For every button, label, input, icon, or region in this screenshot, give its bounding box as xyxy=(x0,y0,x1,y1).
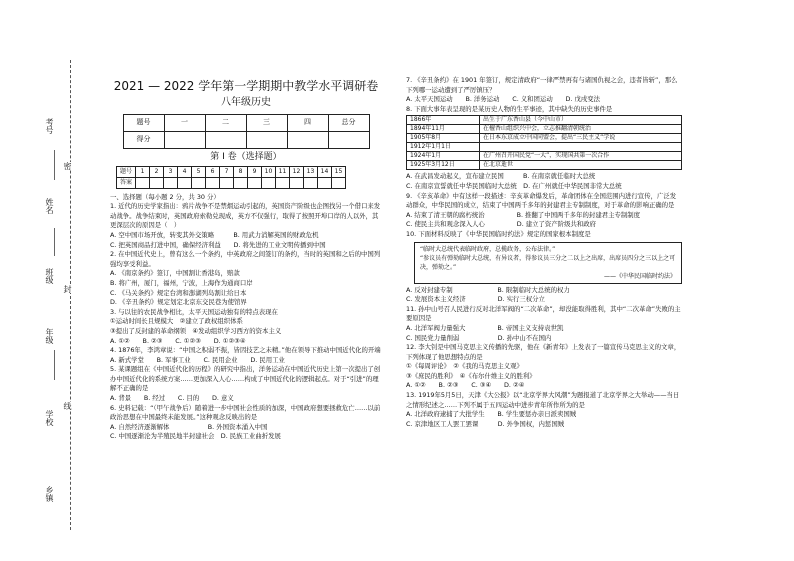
question-line: C. 《马关条约》规定台湾和澎湖列岛割让给日本 xyxy=(110,288,247,297)
score-table xyxy=(123,114,370,149)
event-desc: 在北京逝世 xyxy=(480,161,682,170)
question-list xyxy=(406,172,682,239)
fill-line[interactable] xyxy=(54,228,55,256)
quote-line: “临时大总统代表临时政府，总揽政务，公布法律。” xyxy=(420,245,556,253)
binding-label-class: 班级 xyxy=(45,268,54,284)
question-line: C. 在南京宣誓就任中华民国临时大总统 D. 在广州就任中华民国非常大总统 xyxy=(406,181,622,190)
score-row-label: 得分 xyxy=(123,132,164,149)
event-row xyxy=(407,143,682,152)
answer-number: 4 xyxy=(178,166,192,177)
event-desc: 出生于广东香山县（今中山市） xyxy=(480,116,682,125)
question-line: A. 《南京条约》签订，中国割让香港岛，赔款 xyxy=(110,269,240,278)
quote-line: “参议员有弹劾临时大总统，有异议者，得参议员三分之二以上之出席，出席员四分之三以上之可决，弹劾之。” xyxy=(420,254,676,271)
binding-label-school: 学校 xyxy=(45,410,54,426)
answer-cell[interactable] xyxy=(178,177,192,188)
question-line: C. 京津地区工人罢工罢课 D. 外争国权，内惩国贼 xyxy=(406,419,565,428)
binding-label-name: 姓名 xyxy=(45,198,54,214)
event-desc xyxy=(480,143,682,152)
event-row xyxy=(407,152,682,161)
question-line: 5. 某课题组在《中国近代化的历程》的研究中指出，洋务运动在中国近代历史上第一次提出了创办中国近代化的系统方案……更加深入人心……构成了中国近代化的逻辑起点。对于“引进”的理解不正确的是 xyxy=(110,365,381,393)
question-line: A. 结束了清王朝的腐朽统治 B. 推翻了中国两千多年的封建君主专制制度 xyxy=(406,210,641,219)
answer-cell[interactable] xyxy=(234,177,248,188)
binding-label-grade: 年级 xyxy=(45,328,54,344)
answer-cell[interactable] xyxy=(332,177,346,188)
question-line: C. 把英国商品打进中国，确保经济利益 D. 将先进的工业文明传播到中国 xyxy=(110,240,326,249)
question-line: 4. 1876年，李鸿章说：“中国之积弱不振，皆因技艺之未精。”他在领导下推动中国近代化的开端 xyxy=(110,346,381,355)
score-header: 二 xyxy=(205,115,246,132)
score-cell[interactable] xyxy=(246,132,287,149)
answer-number: 12 xyxy=(290,166,304,177)
answer-number: 14 xyxy=(318,166,332,177)
right-column xyxy=(406,76,682,429)
event-desc: 在檀香山组织兴中会，立志推翻清朝统治 xyxy=(480,125,682,134)
answer-table xyxy=(116,166,346,189)
answer-number: 11 xyxy=(276,166,290,177)
question-line: ③《庶民的胜利》 ④《布尔什维主义的胜利》 xyxy=(406,371,536,380)
score-cell[interactable] xyxy=(164,132,205,149)
event-row xyxy=(407,116,682,125)
question-line: ③提出了反封建的革命纲领 ④发动组织学习西方的资本主义 xyxy=(110,326,282,335)
seal-mark: 密 xyxy=(63,162,72,170)
answer-number: 8 xyxy=(234,166,248,177)
question-line: A. 新式学堂 B. 军事工业 C. 民用企业 D. 民用工业 xyxy=(110,355,285,364)
question-line: A. 自然经济逐渐解体 B. 外国资本涌入中国 xyxy=(110,422,268,431)
answer-cell[interactable] xyxy=(276,177,290,188)
question-line: 13. 1919年5月5日，天津《大公报》以“北京学界大风潮”为题报道了北京学界之大举动——当日之情形纪述之……下列不属于五四运动中进步青年所作所为的是 xyxy=(406,391,680,409)
answer-cell[interactable] xyxy=(150,177,164,188)
answer-cell[interactable] xyxy=(248,177,262,188)
answer-cell[interactable] xyxy=(206,177,220,188)
answer-number: 13 xyxy=(304,166,318,177)
question-line: 6. 史料记载：“（甲午战争后）随着进一步中国社会性质的加深，中国政府想要拯救危亡……以前政治思想在中国最终未能发展。”这种观念反映出的是 xyxy=(110,403,381,422)
score-cell[interactable] xyxy=(287,132,328,149)
question-line: C. 发展资本主义经济 D. 实行三权分立 xyxy=(406,295,545,304)
question-line: 1. 近代的历史学家指出：鸦片战争不是禁烟运动引起的，英国资产阶级也企图找另一个借口来发动战争。战争结束时，英国政府索勒兑现成，英方不仅强行，取得了按照开埠口岸的人以外，其更深层次的原因是（ ） xyxy=(110,202,381,230)
answer-number: 2 xyxy=(150,166,164,177)
score-cell[interactable] xyxy=(328,132,369,149)
quote-box xyxy=(414,242,682,284)
question-line: 3. 与以往的农民战争相比，太平天国运动独有的特点表现在 xyxy=(110,307,278,316)
quote-source: ——《中华民国临时约法》 xyxy=(603,272,676,280)
answer-number: 9 xyxy=(248,166,262,177)
question-line: 10. 下面材料反映了《中华民国临时约法》规定的国家根本制度是 xyxy=(406,229,591,238)
event-date: 1912年1月1日 xyxy=(407,143,480,152)
answer-row-label: 题号 xyxy=(117,166,136,177)
question-line: A. 太平天国运动 B. 洋务运动 C. 义和团运动 D. 戊戌变法 xyxy=(406,95,601,104)
answer-number: 10 xyxy=(262,166,276,177)
question-line: 一、选择题（每小题 2 分，共 30 分） xyxy=(110,192,220,201)
answer-cell[interactable] xyxy=(304,177,318,188)
exam-subtitle: 八年级历史 xyxy=(221,97,271,108)
score-header: 三 xyxy=(246,115,287,132)
answer-cell[interactable] xyxy=(318,177,332,188)
event-row xyxy=(407,134,682,143)
question-line: A. 空中国市场开放，转变其外交策略 B. 用武力消解英国的财政危机 xyxy=(110,230,319,239)
answer-number: 6 xyxy=(206,166,220,177)
answer-number: 3 xyxy=(164,166,178,177)
answer-number: 7 xyxy=(220,166,234,177)
question-line: ①运动时间长且规模大 ②建立了政权组织体系 xyxy=(110,317,243,326)
question-line: 8. 下面大事年表呈现的是某历史人物的生平事迹，其中缺失的历史事件是 xyxy=(406,104,613,113)
question-line: C. 国民党力量削弱 D. 孙中山不在国内 xyxy=(406,333,552,342)
event-desc: 在日本东京成立中国同盟会，提出“三民主义”学说 xyxy=(480,134,682,143)
event-date: 1925年3月12日 xyxy=(407,161,480,170)
event-date: 1924年1月 xyxy=(407,152,480,161)
event-desc: 在广州召开国民党“一大”，实现国共第一次合作 xyxy=(480,152,682,161)
binding-label-town: 乡镇 xyxy=(45,486,54,502)
answer-number: 15 xyxy=(332,166,346,177)
question-line: A. 反对封建专制 B. 限制临时大总统的权力 xyxy=(406,285,570,294)
event-row xyxy=(407,161,682,170)
question-list xyxy=(110,193,382,442)
question-line: A. ①② B. ②③ C. ③④ D. ②④ xyxy=(406,381,525,390)
event-row xyxy=(407,125,682,134)
question-line: A. 北洋政府逮捕了大批学生 B. 学生要惩办亲日派卖国贼 xyxy=(406,410,577,419)
seal-mark: 封 xyxy=(63,285,72,293)
answer-number: 1 xyxy=(136,166,150,177)
question-line: ①《每周评论》 ②《我的马克思主义观》 xyxy=(406,362,523,371)
answer-number: 5 xyxy=(192,166,206,177)
seal-mark: 线 xyxy=(63,402,72,410)
question-line: D. 《辛丑条约》规定划定北京东交民巷为使馆界 xyxy=(110,298,247,307)
question-line: A. 北洋军阀力量强大 B. 帝国主义支持袁世凯 xyxy=(406,323,564,332)
answer-cell[interactable] xyxy=(164,177,178,188)
answer-cell[interactable] xyxy=(192,177,206,188)
answer-cell[interactable] xyxy=(262,177,276,188)
answer-cell[interactable] xyxy=(290,177,304,188)
event-date: 1894年11月 xyxy=(407,125,480,134)
question-list xyxy=(406,76,682,114)
exam-title: 2021 — 2022 学年第一学期期中教学水平调研卷 xyxy=(113,79,379,93)
question-line: C. 中国逐渐沦为半殖民地半封建社会 D. 民族工业曲折发展 xyxy=(110,432,281,441)
question-line: 2. 在中国近代史上，曾有这么一个条约，中英政府之间签订的条约，当时的英国和之后的中国列强均享受利益。 xyxy=(110,250,381,268)
question-line: A. ①② B. ②③ C. ①②③ D. ①②③④ xyxy=(110,336,246,345)
question-line: 7. 《辛丑条约》在 1901 年签订，规定清政府“一律严禁再有与诸国仇视之会，违者皆斩”，那么下列哪一运动遭到了严厉镇压？ xyxy=(406,76,678,94)
question-line: B. 将广州，厦门，福州，宁波，上海作为通商口岸 xyxy=(110,278,253,287)
score-header: 一 xyxy=(164,115,205,132)
question-list xyxy=(406,286,682,430)
left-column xyxy=(110,74,382,442)
score-header: 四 xyxy=(287,115,328,132)
section-title: 第 I 卷（选择题） xyxy=(210,152,282,162)
question-line: 11. 孙中山号召人民进行反对北洋军阀的“二次革命”，却没能取得胜利，其中“二次革命”失败的主要原因是 xyxy=(406,304,681,323)
score-cell[interactable] xyxy=(205,132,246,149)
question-line: A. 在武昌发动起义，宣布建立民国 B. 在南京就任临时大总统 xyxy=(406,172,596,181)
question-line: 12. 李大钊是中国马克思主义传播的先驱，他在《新青年》上发表了一篇宣传马克思主义的文章，下列体现了他思想特点的是 xyxy=(406,343,681,361)
fold-line xyxy=(70,60,71,530)
question-line: 9. 《辛亥革命》中有这样一段描述：辛亥革命爆发后，革命团体在全国范围内进行宣传，广泛发动群众，中华民国的成立，结束了中国两千多年的封建君主专制制度，对于革命的影响正确的是 xyxy=(406,191,677,210)
answer-cell[interactable] xyxy=(136,177,150,188)
fill-line[interactable] xyxy=(54,150,55,180)
fill-line[interactable] xyxy=(54,350,55,380)
event-date: 1866年 xyxy=(407,116,480,125)
answer-row-label: 答案 xyxy=(117,177,136,188)
binding-margin xyxy=(0,0,78,561)
event-table xyxy=(406,115,682,170)
question-line: C. 使民主共和观念深入人心 D. 建立了资产阶级共和政府 xyxy=(406,220,597,229)
answer-cell[interactable] xyxy=(220,177,234,188)
score-header: 总分 xyxy=(328,115,369,132)
question-line: A. 背景 B. 经过 C. 目的 D. 意义 xyxy=(110,394,234,403)
binding-label-exam-no: 考号 xyxy=(45,118,54,134)
event-date: 1905年8月 xyxy=(407,134,480,143)
score-header: 题号 xyxy=(123,115,164,132)
